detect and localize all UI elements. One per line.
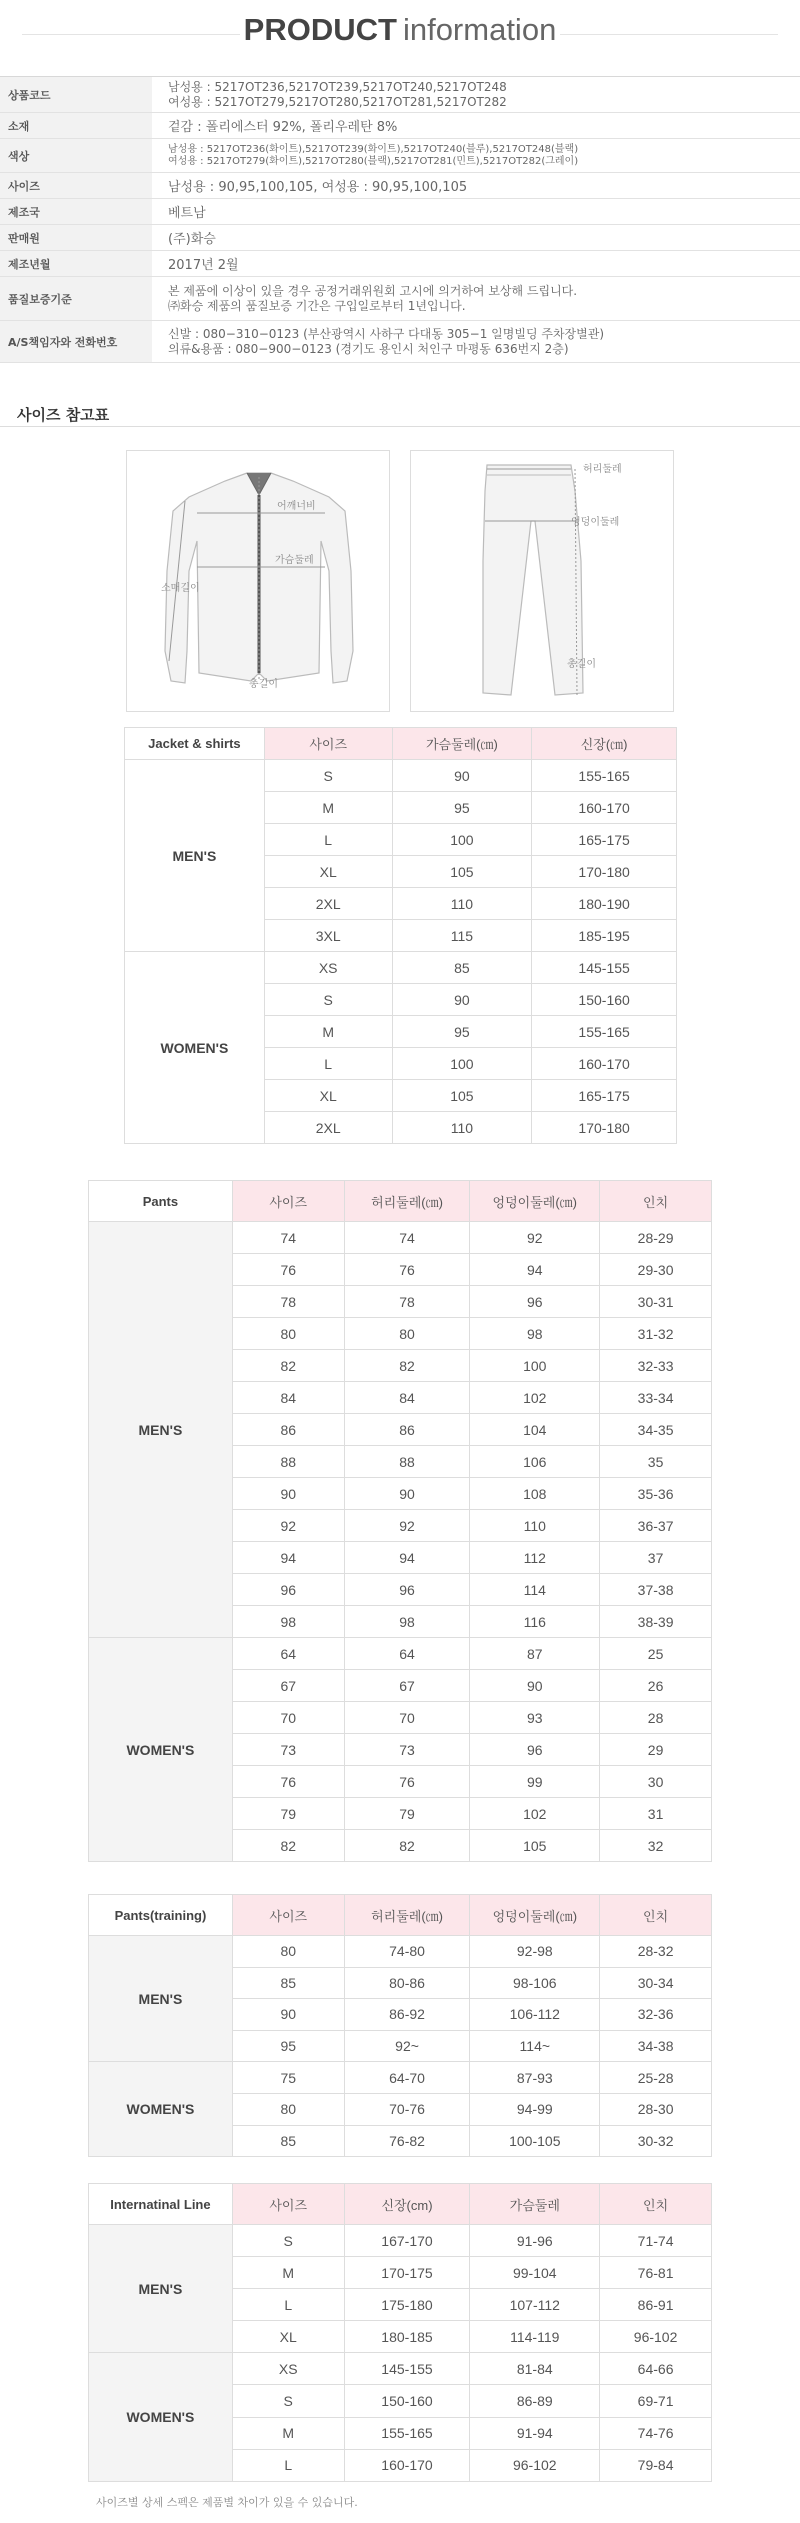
table-cell: 96 — [470, 1286, 600, 1318]
training-pants-size-table — [88, 1894, 712, 2157]
table-cell: 82 — [344, 1830, 470, 1862]
table-cell: L — [264, 1048, 392, 1080]
info-value — [152, 173, 800, 198]
table-cell: 110 — [392, 888, 532, 920]
table-header-row — [125, 728, 677, 760]
table-cell: 80 — [344, 1318, 470, 1350]
table-cell: 64-70 — [344, 2062, 470, 2094]
table-category: Internatinal Line — [89, 2184, 233, 2225]
table-cell: 96-102 — [600, 2321, 712, 2353]
info-row — [0, 251, 800, 277]
table-cell: 84 — [344, 1382, 470, 1414]
info-value — [152, 277, 800, 320]
table-cell: 175-180 — [344, 2289, 470, 2321]
table-cell: 74-76 — [600, 2417, 712, 2449]
table-cell: 3XL — [264, 920, 392, 952]
table-cell: 85 — [392, 952, 532, 984]
info-value-line: (주)화승 — [168, 232, 216, 247]
table-cell: 102 — [470, 1798, 600, 1830]
table-cell: 80 — [232, 2093, 344, 2125]
table-cell: 170-180 — [532, 1112, 677, 1144]
table-cell: 102 — [470, 1382, 600, 1414]
jacket-sleeve-label: 소매길이 — [161, 583, 200, 594]
table-cell: 90 — [232, 1478, 344, 1510]
jacket-illustration — [126, 450, 390, 712]
table-cell: 170-180 — [532, 856, 677, 888]
table-cell: 86 — [232, 1414, 344, 1446]
size-section-divider — [0, 426, 800, 427]
table-cell: 180-185 — [344, 2321, 470, 2353]
table-cell: 95 — [392, 792, 532, 824]
info-value — [152, 113, 800, 138]
table-cell: 100-105 — [470, 2125, 600, 2157]
table-cell: 170-175 — [344, 2257, 470, 2289]
table-cell: 79 — [344, 1798, 470, 1830]
table-cell: 98 — [232, 1606, 344, 1638]
table-cell: 96 — [470, 1734, 600, 1766]
table-cell: 165-175 — [532, 824, 677, 856]
table-cell: 87-93 — [470, 2062, 600, 2094]
table-cell: 165-175 — [532, 1080, 677, 1112]
table-cell: S — [264, 984, 392, 1016]
pants-hip-label: 엉덩이둘레 — [571, 517, 620, 528]
table-cell: 93 — [470, 1702, 600, 1734]
table-column-header: 사이즈 — [232, 1895, 344, 1936]
table-cell: 84 — [232, 1382, 344, 1414]
info-value-line: 신발 : 080−310−0123 (부산광역시 사하구 다대동 305−1 일명빌딩 주차장별관) — [168, 326, 604, 341]
table-cell: 104 — [470, 1414, 600, 1446]
jacket-chest-label: 가슴둘레 — [275, 555, 314, 566]
info-label: 색상 — [0, 139, 152, 172]
jacket-drawing — [127, 451, 391, 713]
table-row — [125, 760, 677, 792]
table-cell: L — [232, 2289, 344, 2321]
table-cell: 155-165 — [532, 760, 677, 792]
table-cell: M — [232, 2257, 344, 2289]
table-cell: 94 — [232, 1542, 344, 1574]
table-cell: 25 — [600, 1638, 712, 1670]
table-cell: 98 — [470, 1318, 600, 1350]
table-header-row — [89, 1895, 712, 1936]
table-cell: 150-160 — [344, 2385, 470, 2417]
table-category: Pants(training) — [89, 1895, 233, 1936]
jacket-shoulder-label: 어깨너비 — [277, 501, 316, 512]
table-cell: 29-30 — [600, 1254, 712, 1286]
table-cell: 98 — [344, 1606, 470, 1638]
table-cell: 167-170 — [344, 2225, 470, 2257]
group-label: WOMEN'S — [125, 952, 265, 1144]
table-row — [89, 1638, 712, 1670]
title-bold: PRODUCT — [243, 12, 397, 47]
table-cell: 155-165 — [344, 2417, 470, 2449]
table-cell: S — [232, 2225, 344, 2257]
info-value-line: 남성용 : 5217OT236(화이트),5217OT239(화이트),5217OT240(블루),5217OT248(블랙) — [168, 143, 579, 155]
group-label: WOMEN'S — [89, 2062, 233, 2157]
table-cell: 29 — [600, 1734, 712, 1766]
info-value-line: 2017년 2월 — [168, 258, 239, 273]
info-label: 제조년월 — [0, 251, 152, 276]
table-cell: 75 — [232, 2062, 344, 2094]
table-cell: S — [232, 2385, 344, 2417]
info-label: 판매원 — [0, 225, 152, 250]
info-row — [0, 173, 800, 199]
info-value-line: 베트남 — [168, 206, 206, 221]
table-cell: 26 — [600, 1670, 712, 1702]
info-value-line: 남성용 : 90,95,100,105, 여성용 : 90,95,100,105 — [168, 180, 468, 195]
table-cell: 82 — [232, 1350, 344, 1382]
table-column-header: 가슴둘레(㎝) — [392, 728, 532, 760]
table-cell: 112 — [470, 1542, 600, 1574]
table-cell: 70 — [232, 1702, 344, 1734]
table-cell: 92 — [470, 1222, 600, 1254]
info-label: 사이즈 — [0, 173, 152, 198]
table-cell: 85 — [232, 2125, 344, 2157]
table-cell: 100 — [392, 1048, 532, 1080]
table-cell: 31 — [600, 1798, 712, 1830]
table-cell: 78 — [232, 1286, 344, 1318]
info-label: 제조국 — [0, 199, 152, 224]
table-cell: 90 — [470, 1670, 600, 1702]
info-value-line: 의류&용품 : 080−900−0123 (경기도 용인시 처인구 마평동 636번지 2층) — [168, 341, 569, 356]
group-label: WOMEN'S — [89, 2353, 233, 2481]
table-cell: 28 — [600, 1702, 712, 1734]
table-cell: 114-119 — [470, 2321, 600, 2353]
info-value-line: ㈜화승 제품의 품질보증 기간은 구입일로부터 1년입니다. — [168, 298, 466, 313]
info-label: 소재 — [0, 113, 152, 138]
table-cell: 99 — [470, 1766, 600, 1798]
table-cell: 32 — [600, 1830, 712, 1862]
table-column-header: 신장(cm) — [344, 2184, 470, 2225]
jacket-size-table — [124, 727, 677, 1144]
table-cell: 98-106 — [470, 1967, 600, 1999]
table-cell: 110 — [392, 1112, 532, 1144]
table-row — [89, 1936, 712, 1968]
table-cell: 94 — [344, 1542, 470, 1574]
table-cell: M — [264, 792, 392, 824]
table-column-header: 엉덩이둘레(㎝) — [470, 1895, 600, 1936]
info-value-line: 여성용 : 5217OT279(화이트),5217OT280(블랙),5217OT281(민트),5217OT282(그레이) — [168, 155, 579, 167]
product-info-header — [0, 0, 800, 66]
page-title — [0, 12, 800, 48]
pants-waist-label: 허리둘레 — [583, 464, 622, 475]
table-cell: 86 — [344, 1414, 470, 1446]
international-size-table — [88, 2183, 712, 2482]
table-column-header: 사이즈 — [264, 728, 392, 760]
table-cell: 76 — [232, 1254, 344, 1286]
table-cell: 180-190 — [532, 888, 677, 920]
table-header-row — [89, 1181, 712, 1222]
table-cell: 64 — [232, 1638, 344, 1670]
table-cell: 35 — [600, 1446, 712, 1478]
info-value — [152, 199, 800, 224]
table-cell: 67 — [232, 1670, 344, 1702]
info-value-line: 여성용 : 5217OT279,5217OT280,5217OT281,5217OT282 — [168, 94, 507, 109]
info-value-line: 남성용 : 5217OT236,5217OT239,5217OT240,5217OT248 — [168, 79, 507, 94]
table-cell: L — [264, 824, 392, 856]
table-cell: 69-71 — [600, 2385, 712, 2417]
table-cell: 94 — [470, 1254, 600, 1286]
table-cell: 32-33 — [600, 1350, 712, 1382]
table-cell: 37 — [600, 1542, 712, 1574]
table-cell: 91-94 — [470, 2417, 600, 2449]
info-row — [0, 199, 800, 225]
product-info-table — [0, 76, 800, 363]
table-cell: 35-36 — [600, 1478, 712, 1510]
size-section-title: 사이즈 참고표 — [17, 406, 110, 424]
table-cell: 90 — [392, 984, 532, 1016]
table-cell: 115 — [392, 920, 532, 952]
table-column-header: 사이즈 — [232, 2184, 344, 2225]
table-cell: 36-37 — [600, 1510, 712, 1542]
table-cell: 25-28 — [600, 2062, 712, 2094]
table-cell: 74 — [232, 1222, 344, 1254]
table-column-header: 인치 — [600, 1181, 712, 1222]
table-cell: 100 — [392, 824, 532, 856]
table-cell: 107-112 — [470, 2289, 600, 2321]
table-cell: 90 — [392, 760, 532, 792]
table-cell: 30-34 — [600, 1967, 712, 1999]
table-column-header: 신장(㎝) — [532, 728, 677, 760]
table-cell: 37-38 — [600, 1574, 712, 1606]
table-cell: XS — [264, 952, 392, 984]
table-cell: 106 — [470, 1446, 600, 1478]
table-column-header: 허리둘레(㎝) — [344, 1181, 470, 1222]
info-value-line: 겉감 : 폴리에스터 92%, 폴리우레탄 8% — [168, 120, 398, 135]
info-value — [152, 251, 800, 276]
table-cell: 33-34 — [600, 1382, 712, 1414]
table-cell: 145-155 — [532, 952, 677, 984]
table-row — [89, 2353, 712, 2385]
table-cell: 95 — [392, 1016, 532, 1048]
table-cell: 96 — [344, 1574, 470, 1606]
pants-illustration — [410, 450, 674, 712]
table-row — [89, 1222, 712, 1254]
table-cell: XL — [264, 1080, 392, 1112]
table-category: Pants — [89, 1181, 233, 1222]
table-cell: 106-112 — [470, 1999, 600, 2031]
table-cell: 114~ — [470, 2030, 600, 2062]
info-row — [0, 321, 800, 363]
table-cell: M — [232, 2417, 344, 2449]
info-value — [152, 225, 800, 250]
table-cell: 90 — [232, 1999, 344, 2031]
table-header-row — [89, 2184, 712, 2225]
table-cell: 31-32 — [600, 1318, 712, 1350]
table-cell: 34-38 — [600, 2030, 712, 2062]
info-label: 상품코드 — [0, 77, 152, 112]
table-cell: 38-39 — [600, 1606, 712, 1638]
table-cell: 96-102 — [470, 2449, 600, 2481]
info-value-line: 본 제품에 이상이 있을 경우 공정거래위원회 고시에 의거하여 보상해 드립니다. — [168, 283, 578, 298]
table-cell: 28-30 — [600, 2093, 712, 2125]
table-cell: 64 — [344, 1638, 470, 1670]
table-cell: 86-91 — [600, 2289, 712, 2321]
table-cell: 99-104 — [470, 2257, 600, 2289]
table-cell: 87 — [470, 1638, 600, 1670]
table-cell: 78 — [344, 1286, 470, 1318]
group-label: MEN'S — [89, 1222, 233, 1638]
title-light: information — [402, 12, 557, 47]
table-cell: 76-81 — [600, 2257, 712, 2289]
table-cell: 32-36 — [600, 1999, 712, 2031]
size-footnote: 사이즈별 상세 스펙은 제품별 차이가 있을 수 있습니다. — [96, 2496, 358, 2509]
table-cell: 73 — [344, 1734, 470, 1766]
table-cell: 150-160 — [532, 984, 677, 1016]
table-cell: 28-29 — [600, 1222, 712, 1254]
table-cell: 96 — [232, 1574, 344, 1606]
table-cell: 2XL — [264, 888, 392, 920]
table-cell: 185-195 — [532, 920, 677, 952]
table-cell: 74-80 — [344, 1936, 470, 1968]
table-cell: 116 — [470, 1606, 600, 1638]
info-row — [0, 277, 800, 321]
table-column-header: 사이즈 — [232, 1181, 344, 1222]
table-column-header: 인치 — [600, 1895, 712, 1936]
table-cell: 74 — [344, 1222, 470, 1254]
table-cell: 92 — [232, 1510, 344, 1542]
table-cell: 114 — [470, 1574, 600, 1606]
table-cell: 70-76 — [344, 2093, 470, 2125]
table-cell: 110 — [470, 1510, 600, 1542]
info-row — [0, 139, 800, 173]
jacket-length-label: 총길이 — [249, 679, 278, 690]
table-cell: 160-170 — [344, 2449, 470, 2481]
pants-length-label: 총길이 — [567, 659, 596, 670]
table-cell: 80 — [232, 1936, 344, 1968]
info-value — [152, 77, 800, 112]
table-cell: 92-98 — [470, 1936, 600, 1968]
group-label: MEN'S — [89, 1936, 233, 2062]
group-label: MEN'S — [125, 760, 265, 952]
pants-drawing — [411, 451, 675, 713]
table-cell: 155-165 — [532, 1016, 677, 1048]
table-cell: 70 — [344, 1702, 470, 1734]
table-cell: 88 — [344, 1446, 470, 1478]
info-value — [152, 139, 800, 172]
table-cell: 76 — [344, 1766, 470, 1798]
table-cell: 94-99 — [470, 2093, 600, 2125]
info-label: 품질보증기준 — [0, 277, 152, 320]
table-column-header: 가슴둘레 — [470, 2184, 600, 2225]
table-cell: 160-170 — [532, 792, 677, 824]
table-cell: 2XL — [264, 1112, 392, 1144]
table-cell: 30 — [600, 1766, 712, 1798]
table-cell: 80 — [232, 1318, 344, 1350]
table-cell: 90 — [344, 1478, 470, 1510]
table-cell: 76 — [344, 1254, 470, 1286]
table-cell: 92 — [344, 1510, 470, 1542]
pants-size-table — [88, 1180, 712, 1862]
table-cell: L — [232, 2449, 344, 2481]
table-column-header: 허리둘레(㎝) — [344, 1895, 470, 1936]
table-cell: XS — [232, 2353, 344, 2385]
table-cell: 76-82 — [344, 2125, 470, 2157]
table-cell: 88 — [232, 1446, 344, 1478]
table-cell: 108 — [470, 1478, 600, 1510]
table-cell: 67 — [344, 1670, 470, 1702]
table-column-header: 엉덩이둘레(㎝) — [470, 1181, 600, 1222]
table-cell: 85 — [232, 1967, 344, 1999]
table-row — [125, 952, 677, 984]
table-cell: 95 — [232, 2030, 344, 2062]
table-cell: 91-96 — [470, 2225, 600, 2257]
table-cell: 79 — [232, 1798, 344, 1830]
table-cell: 86-89 — [470, 2385, 600, 2417]
table-cell: 86-92 — [344, 1999, 470, 2031]
table-cell: 34-35 — [600, 1414, 712, 1446]
info-row — [0, 113, 800, 139]
group-label: WOMEN'S — [89, 1638, 233, 1862]
table-cell: 30-32 — [600, 2125, 712, 2157]
table-cell: 160-170 — [532, 1048, 677, 1080]
table-cell: 81-84 — [470, 2353, 600, 2385]
table-cell: 105 — [392, 856, 532, 888]
table-cell: 73 — [232, 1734, 344, 1766]
table-category: Jacket & shirts — [125, 728, 265, 760]
table-cell: XL — [264, 856, 392, 888]
table-cell: 82 — [344, 1350, 470, 1382]
info-value — [152, 321, 800, 362]
table-cell: 100 — [470, 1350, 600, 1382]
table-cell: 76 — [232, 1766, 344, 1798]
table-cell: 30-31 — [600, 1286, 712, 1318]
table-cell: 80-86 — [344, 1967, 470, 1999]
table-cell: XL — [232, 2321, 344, 2353]
table-cell: M — [264, 1016, 392, 1048]
table-cell: 28-32 — [600, 1936, 712, 1968]
table-cell: 71-74 — [600, 2225, 712, 2257]
table-cell: S — [264, 760, 392, 792]
table-cell: 92~ — [344, 2030, 470, 2062]
info-row — [0, 225, 800, 251]
table-cell: 64-66 — [600, 2353, 712, 2385]
table-cell: 82 — [232, 1830, 344, 1862]
table-column-header: 인치 — [600, 2184, 712, 2225]
info-label: A/S책임자와 전화번호 — [0, 321, 152, 362]
info-row — [0, 77, 800, 113]
table-cell: 79-84 — [600, 2449, 712, 2481]
table-row — [89, 2062, 712, 2094]
table-cell: 145-155 — [344, 2353, 470, 2385]
group-label: MEN'S — [89, 2225, 233, 2353]
table-row — [89, 2225, 712, 2257]
table-cell: 105 — [392, 1080, 532, 1112]
table-cell: 105 — [470, 1830, 600, 1862]
